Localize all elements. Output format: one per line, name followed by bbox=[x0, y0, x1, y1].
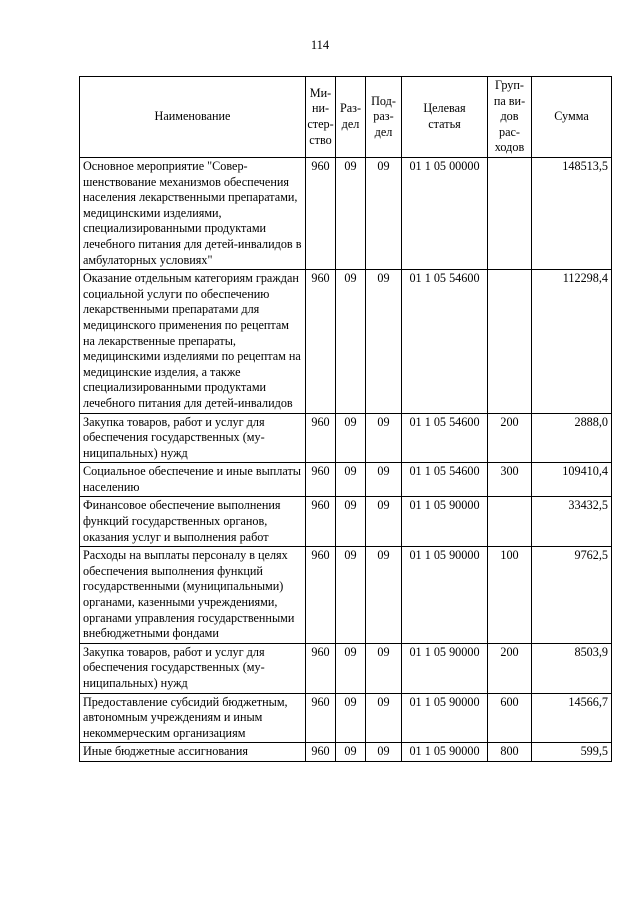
header-group-line: ходов bbox=[494, 140, 525, 155]
cell-subsection: 09 bbox=[366, 547, 402, 644]
cell-name: Социальное обеспечение и иные выплаты населению bbox=[80, 463, 306, 497]
cell-target: 01 1 05 54600 bbox=[402, 270, 488, 413]
header-target bbox=[402, 77, 488, 158]
table-row bbox=[80, 463, 612, 497]
header-sum bbox=[532, 77, 612, 158]
cell-name: Закупка товаров, работ и услуг для обеспечения государственных (муниципальных) нужд bbox=[80, 413, 306, 463]
table-row bbox=[80, 270, 612, 413]
header-group-line: па ви- bbox=[493, 93, 526, 108]
cell-sum: 2888,0 bbox=[532, 413, 612, 463]
cell-group: 200 bbox=[488, 413, 532, 463]
cell-sum: 148513,5 bbox=[532, 158, 612, 270]
cell-name: Расходы на выплаты персоналу в целях обеспечения выполнения функций государственными (муниципальными) органами, казенными учреждениями, органами управления государственными внебюджетными фондами bbox=[80, 547, 306, 644]
table-body bbox=[80, 158, 612, 762]
header-section-line: Раз- bbox=[339, 101, 362, 116]
cell-subsection: 09 bbox=[366, 497, 402, 547]
cell-sum: 109410,4 bbox=[532, 463, 612, 497]
cell-sum: 112298,4 bbox=[532, 270, 612, 413]
header-ministry-line: ство bbox=[309, 132, 332, 147]
cell-ministry: 960 bbox=[306, 463, 336, 497]
cell-section: 09 bbox=[336, 547, 366, 644]
cell-ministry: 960 bbox=[306, 643, 336, 693]
header-ministry bbox=[306, 77, 336, 158]
cell-group: 100 bbox=[488, 547, 532, 644]
cell-target: 01 1 05 00000 bbox=[402, 158, 488, 270]
header-group-line: рас- bbox=[499, 124, 520, 139]
cell-subsection: 09 bbox=[366, 643, 402, 693]
cell-sum: 14566,7 bbox=[532, 693, 612, 743]
cell-ministry: 960 bbox=[306, 270, 336, 413]
cell-name: Иные бюджетные ассигнования bbox=[80, 743, 306, 762]
cell-section: 09 bbox=[336, 643, 366, 693]
table-header bbox=[80, 77, 612, 158]
cell-target: 01 1 05 54600 bbox=[402, 413, 488, 463]
cell-subsection: 09 bbox=[366, 413, 402, 463]
cell-group bbox=[488, 158, 532, 270]
cell-sum: 599,5 bbox=[532, 743, 612, 762]
cell-name: Основное мероприятие "Совершенствование механизмов обеспечения населения лекарственными препаратами, медицинскими изделиями, специализированными продуктами лечебного питания для детей-инвалидов в амбулаторных условиях" bbox=[80, 158, 306, 270]
cell-section: 09 bbox=[336, 693, 366, 743]
cell-subsection: 09 bbox=[366, 463, 402, 497]
cell-subsection: 09 bbox=[366, 743, 402, 762]
cell-name: Предоставление субсидий бюджетным, автономным учреждениям и иным некоммерческим организациям bbox=[80, 693, 306, 743]
header-ministry-line: Ми- bbox=[309, 85, 332, 100]
cell-subsection: 09 bbox=[366, 158, 402, 270]
header-section-line: дел bbox=[341, 117, 360, 131]
cell-section: 09 bbox=[336, 158, 366, 270]
budget-table bbox=[79, 76, 612, 762]
cell-section: 09 bbox=[336, 270, 366, 413]
cell-section: 09 bbox=[336, 463, 366, 497]
cell-ministry: 960 bbox=[306, 497, 336, 547]
cell-sum: 9762,5 bbox=[532, 547, 612, 644]
cell-group: 300 bbox=[488, 463, 532, 497]
cell-target: 01 1 05 90000 bbox=[402, 693, 488, 743]
cell-group: 200 bbox=[488, 643, 532, 693]
cell-ministry: 960 bbox=[306, 413, 336, 463]
cell-target: 01 1 05 90000 bbox=[402, 743, 488, 762]
cell-ministry: 960 bbox=[306, 743, 336, 762]
cell-sum: 33432,5 bbox=[532, 497, 612, 547]
cell-group: 800 bbox=[488, 743, 532, 762]
table-row bbox=[80, 413, 612, 463]
header-sum-label: Сумма bbox=[554, 109, 589, 124]
header-name-label: Наименование bbox=[154, 109, 231, 124]
cell-section: 09 bbox=[336, 413, 366, 463]
header-target-line: Целевая bbox=[423, 101, 466, 116]
cell-subsection: 09 bbox=[366, 693, 402, 743]
header-group-line: Груп- bbox=[495, 78, 524, 93]
table-row bbox=[80, 158, 612, 270]
header-name bbox=[80, 77, 306, 158]
header-group-line: дов bbox=[500, 109, 519, 124]
header-row bbox=[80, 77, 612, 158]
table-row bbox=[80, 547, 612, 644]
table-row bbox=[80, 743, 612, 762]
header-subsection-line: дел bbox=[374, 124, 393, 139]
page-number: 114 bbox=[310, 38, 330, 52]
cell-section: 09 bbox=[336, 743, 366, 762]
header-subsection-line: раз- bbox=[373, 109, 394, 124]
header-ministry-line: ни- bbox=[311, 101, 330, 116]
cell-name: Оказание отдельным категориям граждан социальной услуги по обеспечению лекарственными препаратами для медицинского применения по рецептам на лекарственные препараты, медицинскими изделиями по рецептам на медицинские изделия, а также специализированными продуктами лечебного питания для детей-инвалидов bbox=[80, 270, 306, 413]
cell-group: 600 bbox=[488, 693, 532, 743]
header-subsection bbox=[366, 77, 402, 158]
header-target-line: статья bbox=[428, 117, 461, 131]
table-row bbox=[80, 693, 612, 743]
cell-target: 01 1 05 54600 bbox=[402, 463, 488, 497]
cell-group bbox=[488, 270, 532, 413]
cell-subsection: 09 bbox=[366, 270, 402, 413]
header-group bbox=[488, 77, 532, 158]
cell-ministry: 960 bbox=[306, 547, 336, 644]
cell-ministry: 960 bbox=[306, 158, 336, 270]
header-ministry-line: стер- bbox=[307, 117, 334, 131]
cell-target: 01 1 05 90000 bbox=[402, 547, 488, 644]
cell-name: Закупка товаров, работ и услуг для обеспечения государственных (муниципальных) нужд bbox=[80, 643, 306, 693]
header-section bbox=[336, 77, 366, 158]
table-row bbox=[80, 643, 612, 693]
cell-sum: 8503,9 bbox=[532, 643, 612, 693]
cell-group bbox=[488, 497, 532, 547]
cell-name: Финансовое обеспечение выполнения функций государственных органов, оказания услуг и выполнения работ bbox=[80, 497, 306, 547]
cell-target: 01 1 05 90000 bbox=[402, 643, 488, 693]
cell-section: 09 bbox=[336, 497, 366, 547]
cell-ministry: 960 bbox=[306, 693, 336, 743]
header-subsection-line: Под- bbox=[371, 93, 396, 108]
cell-target: 01 1 05 90000 bbox=[402, 497, 488, 547]
table-row bbox=[80, 497, 612, 547]
